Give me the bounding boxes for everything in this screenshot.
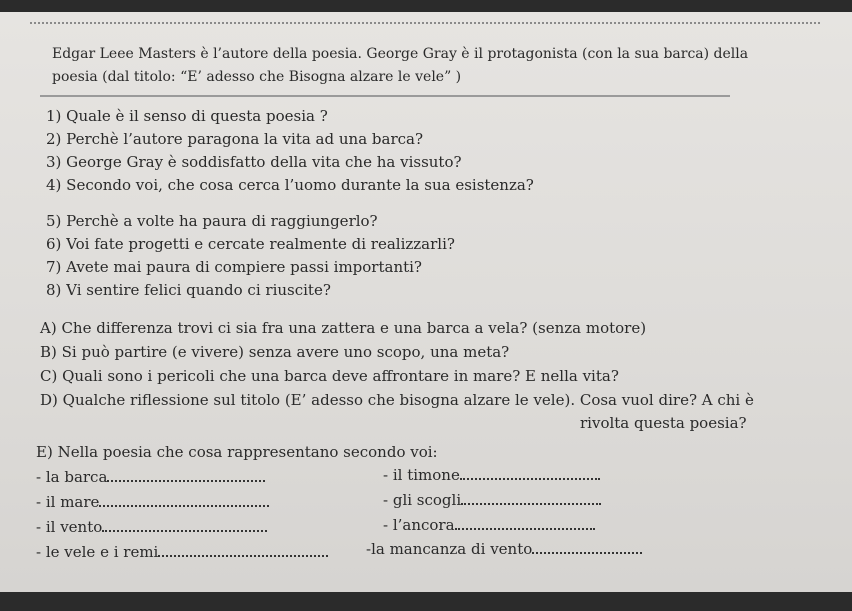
answer-blank[interactable] [460, 465, 600, 480]
question-8: 8) Vi sentire felici quando ci riuscite? [46, 281, 331, 299]
question-1: 1) Quale è il senso di questa poesia ? [46, 107, 328, 125]
fill-label: - il timone [383, 466, 460, 484]
answer-blank[interactable] [532, 539, 642, 554]
answer-blank[interactable] [461, 490, 601, 505]
fill-label: - gli scogli [383, 491, 462, 509]
fill-label: - il vento [36, 518, 103, 536]
question-c: C) Quali sono i pericoli che una barca deve affrontare in mare? E nella vita? [40, 367, 619, 385]
fill-item-mancanza-vento [366, 539, 642, 558]
question-2: 2) Perchè l’autore paragona la vita ad una barca? [46, 130, 424, 148]
fill-label: - le vele e i remi [36, 543, 159, 561]
question-a: A) Che differenza trovi ci sia fra una zattera e una barca a vela? (senza motore) [40, 319, 647, 337]
question-6: 6) Voi fate progetti e cercate realmente di realizzarli? [46, 235, 455, 253]
question-5: 5) Perchè a volte ha paura di raggiungerlo? [46, 212, 378, 230]
fill-label: - l’ancora [383, 516, 455, 534]
question-7: 7) Avete mai paura di compiere passi importanti? [46, 258, 422, 276]
separator-line [40, 95, 730, 97]
fill-item-mare [36, 492, 269, 511]
intro-line-1: Edgar Leee Masters è l’autore della poesia. George Gray è il protagonista (con la sua barca) della [52, 46, 749, 62]
fill-item-scogli [383, 490, 601, 509]
fill-item-timone [383, 465, 600, 484]
fill-label: - la barca [36, 468, 108, 486]
question-3: 3) George Gray è soddisfatto della vita che ha vissuto? [46, 153, 462, 171]
answer-blank[interactable] [455, 515, 595, 530]
question-b: B) Si può partire (e vivere) senza avere uno scopo, una meta? [40, 343, 510, 361]
fill-label: - il mare [36, 493, 100, 511]
fill-label: -la mancanza di vento [366, 540, 533, 558]
question-d: D) Qualche riflessione sul titolo (E’ adesso che bisogna alzare le vele). Cosa vuol dire? A chi è [40, 391, 754, 409]
intro-line-2: poesia (dal titolo: “E’ adesso che Bisogna alzare le vele” ) [52, 69, 462, 85]
top-dotted-border [30, 22, 820, 24]
fill-item-vento [36, 517, 267, 536]
fill-item-barca [36, 467, 265, 486]
question-4: 4) Secondo voi, che cosa cerca l’uomo durante la sua esistenza? [46, 176, 534, 194]
answer-blank[interactable] [99, 492, 269, 507]
worksheet-page [0, 12, 852, 592]
fill-item-vele-remi [36, 542, 328, 561]
answer-blank[interactable] [158, 542, 328, 557]
question-d-continuation: rivolta questa poesia? [580, 414, 747, 432]
fill-item-ancora [383, 515, 595, 534]
answer-blank[interactable] [107, 467, 265, 482]
question-e: E) Nella poesia che cosa rappresentano secondo voi: [36, 443, 438, 461]
answer-blank[interactable] [102, 517, 267, 532]
